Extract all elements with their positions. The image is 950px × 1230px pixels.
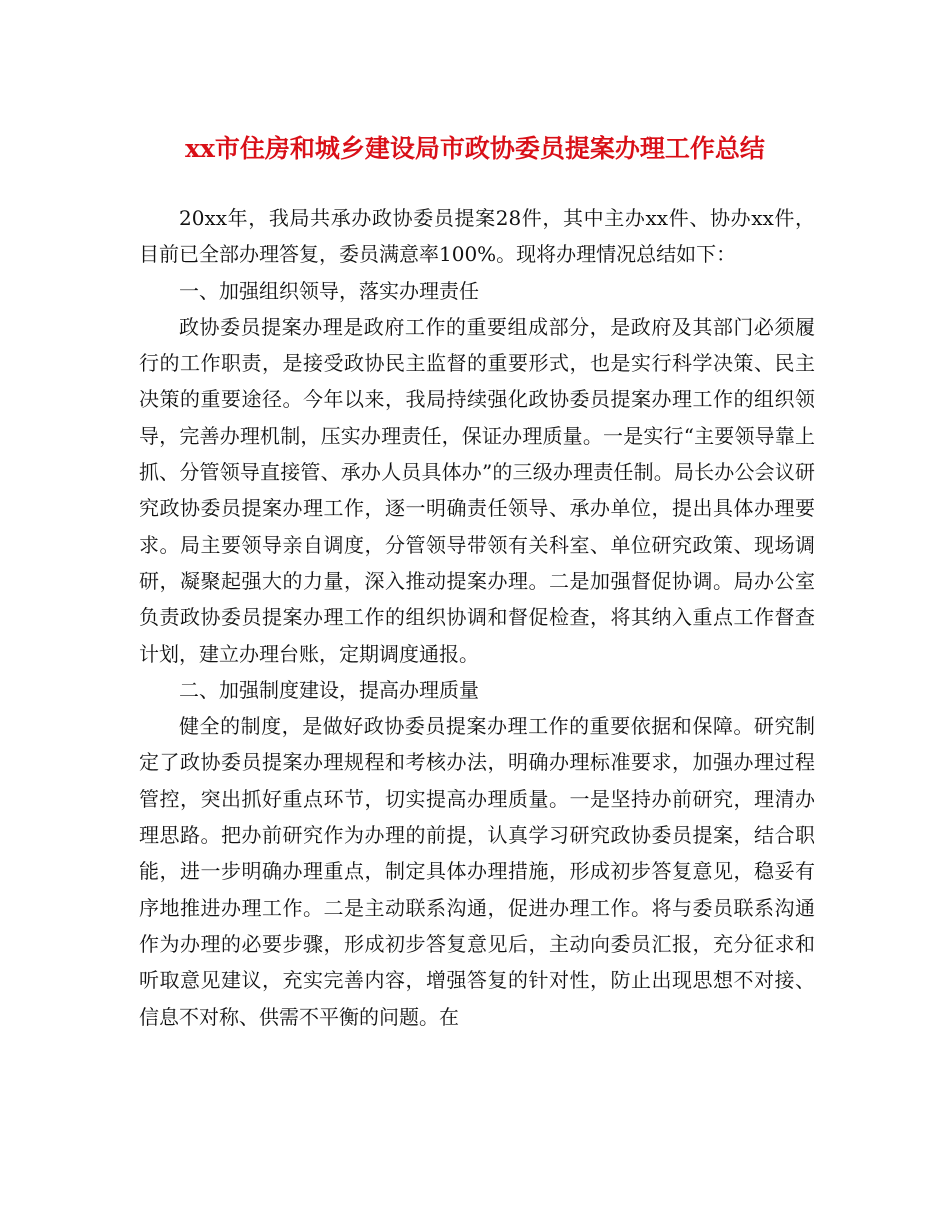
section-heading-2: 二、加强制度建设，提高办理质量 (179, 677, 479, 702)
section-paragraph-2: 健全的制度，是做好政协委员提案办理工作的重要依据和保障。研究制定了政协委员提案办理规程和考核办法，明确办理标准要求，加强办理过程管控，突出抓好重点环节，切实提高办理质量。一是坚持办前研究，理清办理思路。把办前研究作为办理的前提，认真学习研究政协委员提案，结合职能，进一步明确办理重点，制定具体办理措施，形成初步答复意见，稳妥有序地推进办理工作。二是主动联系沟通，促进办理工作。将与委员联系沟通作为办理的必要步骤，形成初步答复意见后，主动向委员汇报，充分征求和听取意见建议，充实完善内容，增强答复的针对性，防止出现思想不对接、信息不对称、供需不平衡的问题。在 (139, 714, 815, 1029)
section-paragraph-1: 政协委员提案办理是政府工作的重要组成部分，是政府及其部门必须履行的工作职责，是接受政协民主监督的重要形式，也是实行科学决策、民主决策的重要途径。今年以来，我局持续强化政协委员提案办理工作的组织领导，完善办理机制，压实办理责任，保证办理质量。一是实行“主要领导靠上抓、分管领导直接管、承办人员具体办”的三级办理责任制。局长办公会议研究政协委员提案办理工作，逐一明确责任领导、承办单位，提出具体办理要求。局主要领导亲自调度，分管领导带领有关科室、单位研究政策、现场调研，凝聚起强大的力量，深入推动提案办理。二是加强督促协调。局办公室负责政协委员提案办理工作的组织协调和督促检查，将其纳入重点工作督查计划，建立办理台账，定期调度通报。 (139, 314, 815, 666)
document-body (139, 200, 815, 1035)
section-heading-1: 一、加强组织领导，落实办理责任 (179, 278, 479, 303)
intro-paragraph: 20xx年，我局共承办政协委员提案28件，其中主办xx件、协办xx件，目前已全部办理答复，委员满意率100%。现将办理情况总结如下： (139, 206, 815, 267)
document-title: xx市住房和城乡建设局市政协委员提案办理工作总结 (185, 134, 765, 163)
